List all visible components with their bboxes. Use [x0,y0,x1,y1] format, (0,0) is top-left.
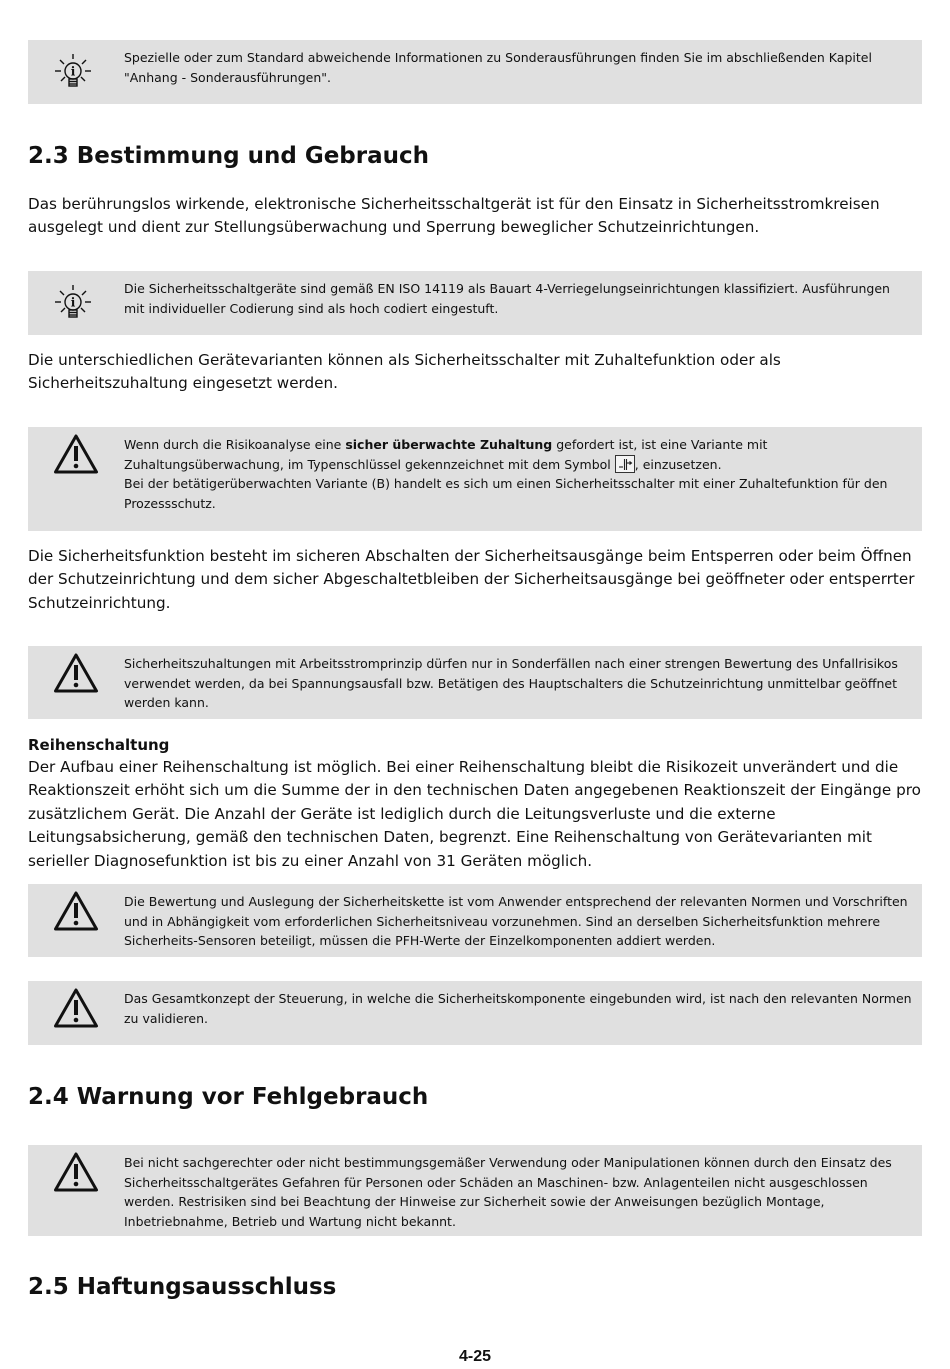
warning-triangle-icon [53,652,99,698]
svg-text:i: i [70,295,76,310]
paragraph: Die unterschiedlichen Gerätevarianten können als Sicherheitsschalter mit Zuhaltefunktion oder als Sicherheitszuhaltung eingesetzt werden. [28,351,781,393]
section-heading: 2.4 Warnung vor Fehlgebrauch [28,1084,429,1110]
warning-text [124,435,914,513]
warning-box [28,427,922,531]
info-box [28,40,922,104]
warning-text-part: gefordert ist, ist eine Variante mit Zuhaltungsüberwachung, im Typenschlüssel gekennzeichnet mit dem Symbol [124,437,768,472]
paragraph: Der Aufbau einer Reihenschaltung ist möglich. Bei einer Reihenschaltung bleibt die Risikozeit unverändert und die Reaktionszeit erhöht sich um die Summe der in den technischen Daten angegebenen Reaktionszeit der Eingänge pro zusätzlichem Gerät. Die Anzahl der Geräte ist lediglich durch die Leitungsverluste und die externe Leitungsabsicherung, gemäß den technischen Daten, begrenzt. Eine Reihenschaltung von Gerätevarianten mit serieller Diagnosefunktion ist bis zu einer Anzahl von 31 Geräten möglich. [28,758,921,870]
warning-triangle-icon [53,890,99,936]
warning-triangle-icon [53,987,99,1033]
warning-text: Das Gesamtkonzept der Steuerung, in welche die Sicherheitskomponente eingebunden wird, ist nach den relevanten Normen zu validieren. [124,991,912,1026]
warning-text-part: Wenn durch die Risikoanalyse eine [124,437,346,452]
section-heading: 2.5 Haftungsausschluss [28,1274,337,1300]
warning-box [28,646,922,719]
info-box [28,271,922,335]
warning-text-bold: sicher überwachte Zuhaltung [345,437,553,452]
lightbulb-info-icon [53,52,93,96]
warning-text-part: , einzusetzen. [634,456,722,472]
warning-text-part: Bei der betätigerüberwachten Variante (B) handelt es sich um einen Sicherheitsschalter mit einer Zuhaltefunktion für den Prozessschutz. [124,476,888,511]
locking-monitoring-symbol-icon [615,455,635,473]
section-heading: 2.3 Bestimmung und Gebrauch [28,143,430,169]
warning-triangle-icon [53,433,99,479]
page-number: 4-25 [458,1348,492,1365]
warning-triangle-icon [53,1151,99,1197]
warning-text: Sicherheitszuhaltungen mit Arbeitsstromprinzip dürfen nur in Sonderfällen nach einer strengen Bewertung des Unfallrisikos verwendet werden, da bei Spannungsausfall bzw. Betätigen des Hauptschalters die Schutzeinrichtung unmittelbar geöffnet werden kann. [124,656,898,711]
paragraph: Die Sicherheitsfunktion besteht im sicheren Abschalten der Sicherheitsausgänge beim Entsperren oder beim Öffnen der Schutzeinrichtung und dem sicher Abgeschaltetbleiben der Sicherheitsausgänge bei geöffneter oder entsperrter Schutzeinrichtung. [28,547,915,612]
info-text: Spezielle oder zum Standard abweichende Informationen zu Sonderausführungen finden Sie im abschließenden Kapitel "Anhang - Sonderausführungen". [124,50,872,85]
subheading: Reihenschaltung [28,736,170,754]
paragraph: Das berührungslos wirkende, elektronische Sicherheitsschaltgerät ist für den Einsatz in Sicherheitsstromkreisen ausgelegt und dient zur Stellungsüberwachung und Sperrung beweglicher Schutzeinrichtungen. [28,195,880,237]
warning-text: Bei nicht sachgerechter oder nicht bestimmungsgemäßer Verwendung oder Manipulationen können durch den Einsatz des Sicherheitsschaltgerätes Gefahren für Personen oder Schäden an Maschinen- bzw. Anlagenteilen nicht ausgeschlossen werden. Restrisiken sind bei Beachtung der Hinweise zur Sicherheit sowie der Anweisungen bezüglich Montage, Inbetriebnahme, Betrieb und Wartung nicht bekannt. [124,1155,892,1229]
warning-box [28,1145,922,1236]
warning-text: Die Bewertung und Auslegung der Sicherheitskette ist vom Anwender entsprechend der relevanten Normen und Vorschriften und in Abhängigkeit vom erforderlichen Sicherheitsniveau vorzunehmen. Sind an derselben Sicherheitsfunktion mehrere Sicherheits-Sensoren beteiligt, müssen die PFH-Werte der Einzelkomponenten addiert werden. [124,894,908,949]
warning-box [28,884,922,957]
lightbulb-info-icon [53,283,93,327]
svg-text:i: i [70,64,76,79]
info-text: Die Sicherheitsschaltgeräte sind gemäß EN ISO 14119 als Bauart 4-Verriegelungseinrichtungen klassifiziert. Ausführungen mit individueller Codierung sind als hoch codiert eingestuft. [124,281,890,316]
warning-box [28,981,922,1045]
